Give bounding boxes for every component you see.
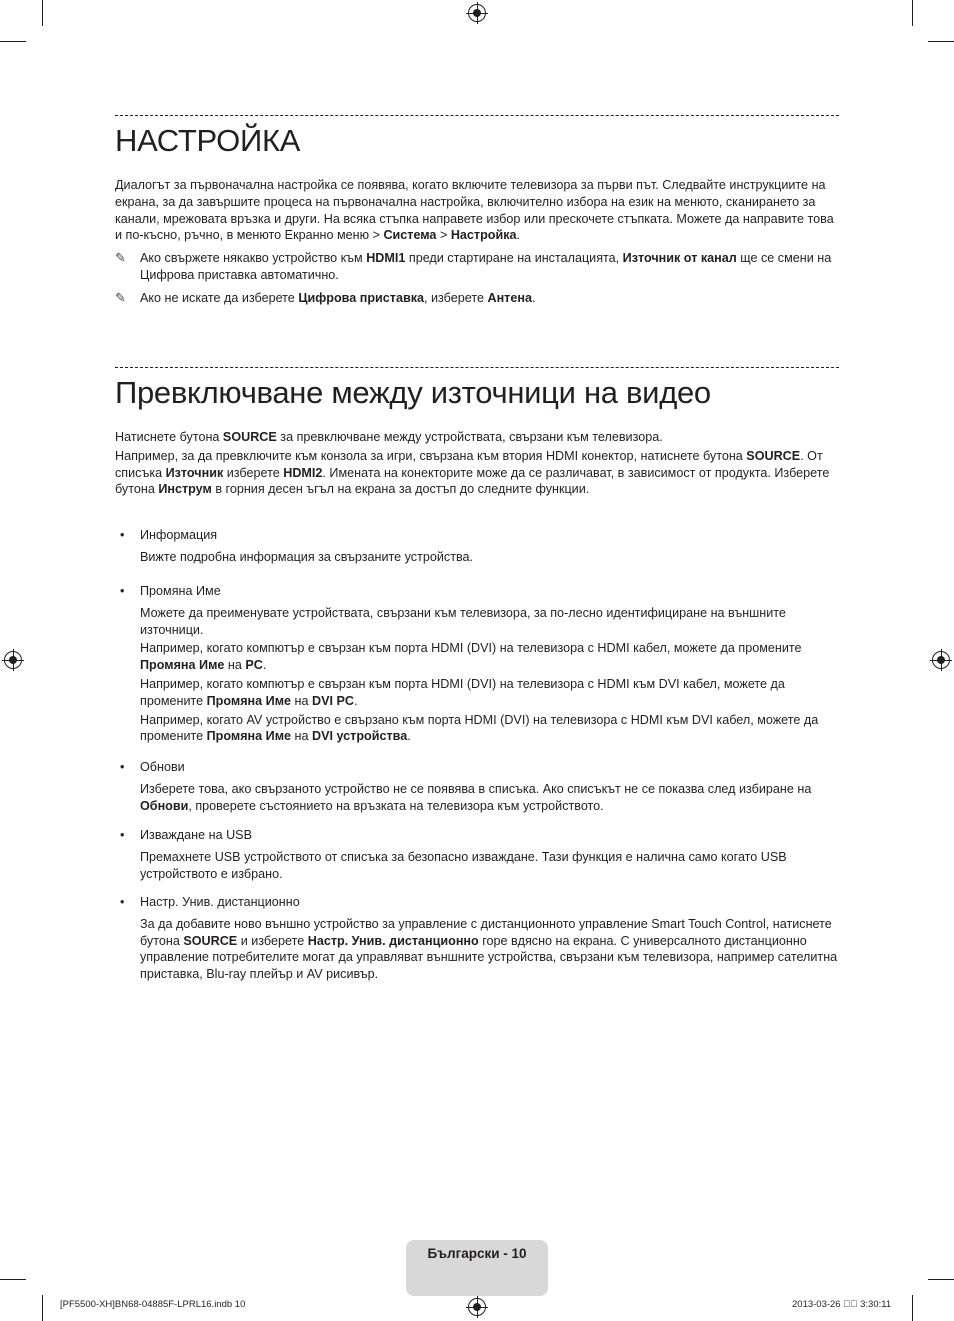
section-title-setup: НАСТРОЙКА <box>115 123 301 158</box>
section-divider <box>115 367 839 368</box>
registration-mark-icon <box>468 4 486 22</box>
footer-file-name: [PF5500-XH]BN68-04885F-LPRL16.indb 10 <box>60 1299 246 1310</box>
bullet-icon: • <box>120 584 125 598</box>
list-item-info: • Информация Вижте подробна информация за свързаните устройства. <box>115 527 839 566</box>
registration-mark-icon <box>932 651 950 669</box>
note-hdmi1: ✎ Ако свържете някакво устройство към HDMI1 преди стартиране на инсталацията, Източник от канал ще се смени на Цифрова приставка автоматично. <box>115 250 832 282</box>
setup-intro: Диалогът за първоначална настройка се появява, когато включите телевизора за първи път. Следвайте инструкциите на екрана, за да завършите процеса на първоначална настройка, включително избора на език на менюто, сканирането за канали, мрежовата връзка и други. На всяка стъпка направете избор или прескочете стъпката. Можете да направите това и по-късно, ръчно, в менюто Екранно меню > Система > Настройка. <box>115 178 834 243</box>
registration-mark-icon <box>468 1298 486 1316</box>
bullet-icon: • <box>120 760 125 774</box>
crop-mark <box>42 0 43 26</box>
section-divider <box>115 115 839 116</box>
list-item-refresh: • Обнови Изберете това, ако свързаното устройство не се появява в списъка. Ако списъкът не се показва след избиране на Обнови, проверете състоянието на връзката на телевизора към устройството. <box>115 759 839 814</box>
list-item-usb: • Изваждане на USB Премахнете USB устройството от списъка за безопасно изваждане. Тази функция е налична само когато USB устройството е избрано. <box>115 827 839 882</box>
registration-mark-icon <box>4 651 22 669</box>
sources-p1: Натиснете бутона SOURCE за превключване между устройствата, свързани към телевизора. <box>115 430 663 444</box>
bullet-icon: • <box>120 895 125 909</box>
pencil-note-icon: ✎ <box>115 250 126 266</box>
pencil-note-icon: ✎ <box>115 289 126 305</box>
crop-mark <box>912 1295 913 1321</box>
crop-mark <box>912 0 913 26</box>
sources-intro <box>115 429 839 498</box>
crop-mark <box>0 1279 26 1280</box>
crop-mark <box>928 1279 954 1280</box>
list-item-rename: • Промяна Име Можете да преименувате устройствата, свързани към телевизора, за по-лесно идентифициране на външните източници. Например, когато компютър е свързан към порта HDMI (DVI) на телевизора с HDMI кабел, можете да промените Промяна Име на PC. Например, когато компютър е свързан към порта HDMI (DVI) на телевизора с HDMI към DVI кабел, можете да промените Промяна Име на DVI PC. Например, когато AV устройство е свързано към порта HDMI (DVI) на телевизора с HDMI към DVI кабел, можете да промените Промяна Име на DVI устройства. <box>115 583 839 745</box>
setup-text <box>115 177 839 307</box>
list-item-universal-remote: • Настр. Унив. дистанционно За да добавите ново външно устройство за управление с дистанционното управление Smart Touch Control, натиснете бутона SOURCE и изберете Настр. Унив. дистанционно горе вдясно на екрана. С универсалното дистанционно управление потребителите могат да управляват външните устройства, свързани към телевизора, например сателитна приставка, Blu-ray плейър и AV рисивър. <box>115 894 839 983</box>
bullet-icon: • <box>120 828 125 842</box>
note-antenna: ✎ Ако не искате да изберете Цифрова приставка, изберете Антена. <box>115 289 536 305</box>
crop-mark <box>42 1295 43 1321</box>
crop-mark <box>0 41 26 42</box>
bullet-icon: • <box>120 528 125 542</box>
crop-mark <box>928 41 954 42</box>
footer-timestamp: 2013-03-26    3:30:11 <box>792 1299 892 1310</box>
section-title-sources: Превключване между източници на видео <box>115 375 711 410</box>
sources-p2: Например, за да превключите към конзола за игри, свързана към втория HDMI конектор, натиснете бутона SOURCE. От списъка Източник изберете HDMI2. Имената на конекторите може да се различават, в зависимост от продукта. Изберете бутона Инструм в горния десен ъгъл на екрана за достъп до следните функции. <box>115 448 830 497</box>
page-number-tab: Български - 10 <box>406 1240 548 1296</box>
